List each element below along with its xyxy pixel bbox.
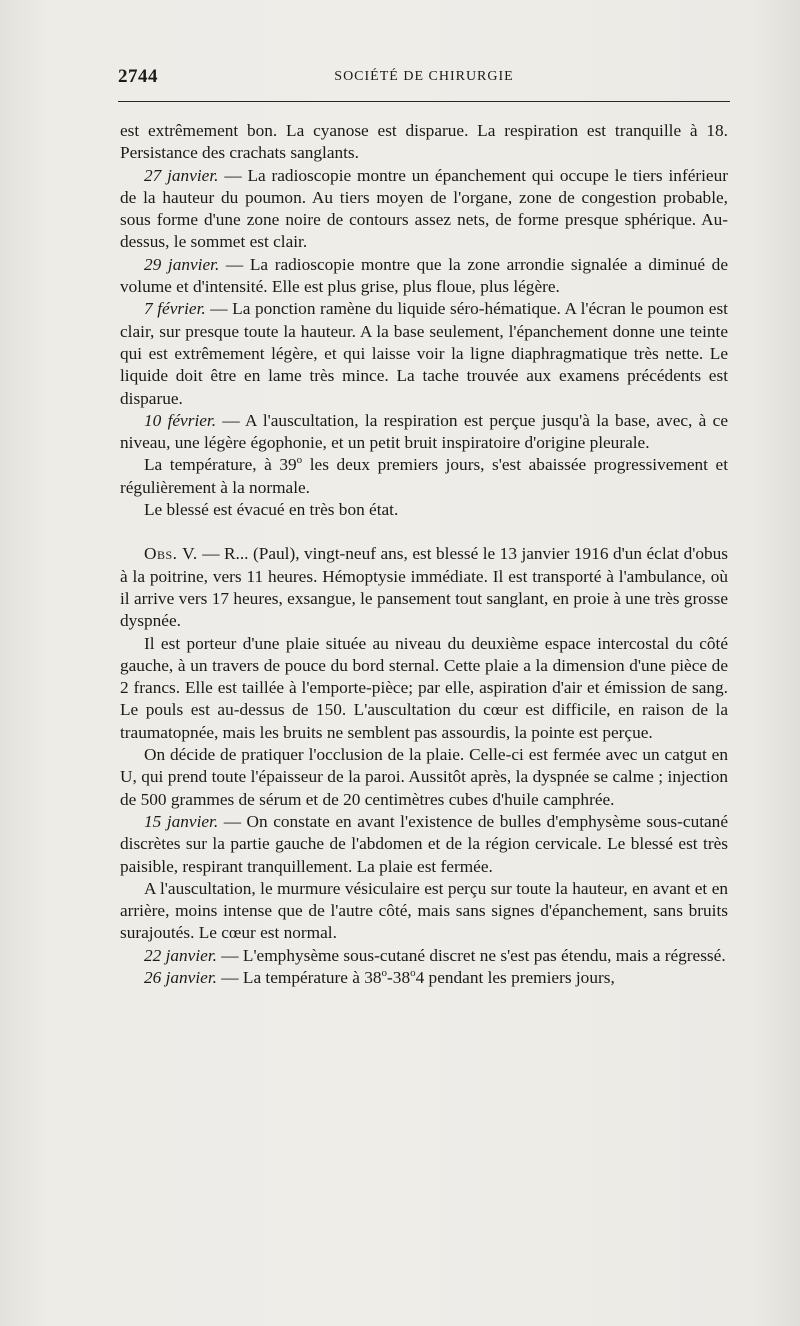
date-label: 15 janvier.	[144, 811, 219, 831]
running-title: SOCIÉTÉ DE CHIRURGIE	[334, 69, 514, 84]
paragraph: Le blessé est évacué en très bon état.	[144, 500, 399, 520]
date-label: 22 janvier.	[144, 945, 217, 965]
date-label: 26 janvier.	[144, 967, 217, 987]
paragraph: 29 janvier. — La radioscopie montre que la zone arrondie signalée a diminué de volume et d'intensité. Elle est plus grise, plus floue, plus légère.	[120, 254, 728, 297]
paragraph: 7 février. — La ponction ramène du liquide séro-hématique. A l'écran le poumon est clair, sur presque toute la hauteur. A la base seulement, l'épanchement donne une teinte qui est extrêmement légère, et qui laisse voir la ligne diaphragmatique très nette. Le liquide doit être en lame très mince. La tache trouvée aux examens précédents est disparue.	[120, 299, 728, 408]
paragraph: 22 janvier. — L'emphysème sous-cutané discret ne s'est pas étendu, mais a régressé.	[144, 945, 726, 965]
paragraph: Il est porteur d'une plaie située au niveau du deuxième espace intercostal du côté gauche, à un travers de pouce du bord sternal. Cette plaie a la dimension d'une pièce de 2 francs. Elle est taillée à l'emporte-pièce; par elle, aspiration d'air et émission de sang. Le pouls est au-dessus de 150. L'auscultation du cœur est difficile, en raison de la traumatopnée, mais les bruits ne semblent pas assourdis, la pointe est perçue.	[120, 633, 728, 742]
body-text	[120, 120, 728, 989]
paragraph: La température, à 39$^o$ les deux premiers jours, s'est abaissée progressivement et régulièrement à la normale.	[120, 454, 728, 497]
paragraph: A l'auscultation, le murmure vésiculaire est perçu sur toute la hauteur, en avant et en arrière, moins intense que de l'autre côté, mais sans signes d'épanchement, sans bruits surajoutés. Le cœur est normal.	[120, 878, 728, 943]
paragraph: On décide de pratiquer l'occlusion de la plaie. Celle-ci est fermée avec un catgut en U, qui prend toute l'épaisseur de la paroi. Aussitôt après, la dyspnée se calme ; injection de 500 grammes de sérum et de 20 centimètres cubes d'huile camphrée.	[120, 745, 728, 809]
date-label: 10 février.	[144, 410, 217, 430]
observation-paragraph: Obs. V. — R... (Paul), vingt-neuf ans, est blessé le 13 janvier 1916 d'un éclat d'obus à la poitrine, vers 11 heures. Hémoptysie immédiate. Il est transporté à l'ambulance, où il arrive vers 17 heures, exsangue, le pansement tout sanglant, en proie à une très grosse dyspnée.	[120, 544, 728, 631]
header-rule	[118, 101, 730, 102]
observation-label: Obs. V.	[144, 544, 198, 564]
paragraph: 26 janvier. — La température à 38$^o$-38$^o$4 pendant les premiers jours,	[144, 967, 615, 987]
paragraph: 15 janvier. — On constate en avant l'existence de bulles d'emphysème sous-cutané discrètes sur la partie gauche de l'abdomen et de la région cervicale. Le blessé est très paisible, respirant tranquillement. La plaie est fermée.	[120, 811, 728, 876]
paragraph: 27 janvier. — La radioscopie montre un épanchement qui occupe le tiers inférieur de la hauteur du poumon. Au tiers moyen de l'organe, zone de congestion probable, sous forme d'une zone noire de contours assez nets, de forme presque sphérique. Au-dessus, le sommet est clair.	[120, 165, 728, 252]
date-label: 29 janvier.	[144, 254, 220, 274]
date-label: 27 janvier.	[144, 165, 219, 185]
paragraph: 10 février. — A l'auscultation, la respiration est perçue jusqu'à la base, avec, à ce niveau, une légère égophonie, et un petit bruit inspiratoire d'origine pleurale.	[120, 410, 728, 453]
page-header	[118, 66, 730, 90]
date-label: 7 février.	[144, 299, 206, 319]
page-number: 2744	[118, 66, 158, 87]
paragraph: est extrêmement bon. La cyanose est disparue. La respiration est tranquille à 18. Persistance des crachats sanglants.	[120, 121, 728, 163]
